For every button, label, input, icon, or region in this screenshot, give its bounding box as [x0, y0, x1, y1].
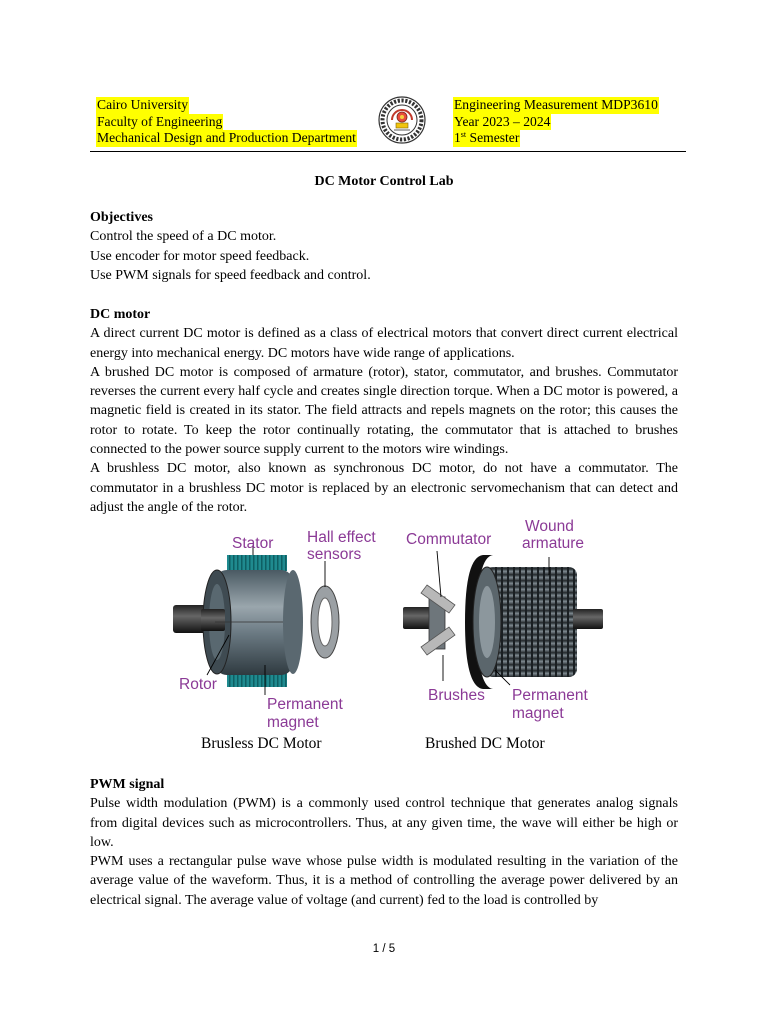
faculty-name: Faculty of Engineering [97, 113, 223, 129]
dc-motor-paragraph: A direct current DC motor is defined as a class of electrical motors that convert direct current electrical energy into mechanical energy. DC motors have wide range of applications. [90, 326, 678, 361]
semester-word: Semester [466, 130, 520, 146]
caption-brushed: Brushed DC Motor [425, 735, 545, 752]
label-magnet-right: magnet [512, 705, 564, 722]
objectives-heading: Objectives [90, 210, 153, 225]
university-seal-icon [378, 95, 426, 145]
label-armature: armature [522, 535, 585, 552]
dc-motor-section [90, 305, 678, 517]
brushless-motor-illustration [173, 545, 339, 695]
semester-suffix: st [460, 130, 467, 140]
semester-number: 1 [454, 130, 461, 146]
label-stator: Stator [232, 535, 274, 552]
dc-motor-paragraph: A brushed DC motor is composed of armature (rotor), stator, commutator, and brushes. Commutator reverses the current every half cycle and creates single direction torque. When a DC motor is powered, a magnetic field is created in its stator. The field attracts and repels magnets on the rotor; this causes the rotor to rotate. To keep the rotor continually rotating, the commutator that is attached to brushes connected to the power source supply current to the motors wire windings. [90, 364, 678, 458]
course-block [453, 97, 659, 147]
objectives-section [90, 208, 678, 285]
label-permanent-right: Permanent [512, 687, 588, 704]
university-name: Cairo University [97, 97, 188, 112]
course-title: Engineering Measurement MDP3610 [454, 97, 658, 112]
dc-motor-paragraph: A brushless DC motor, also known as synchronous DC motor, do not have a commutator. The commutator in a brushless DC motor is replaced by an electronic servomechanism that can detect and adjust the angle of the rotor. [90, 461, 678, 515]
objective-item: Use PWM signals for speed feedback and control. [90, 267, 371, 283]
pwm-section [90, 775, 678, 910]
objective-item: Control the speed of a DC motor. [90, 229, 277, 245]
label-rotor: Rotor [179, 676, 217, 693]
label-brushes: Brushes [428, 687, 485, 704]
pwm-paragraph: Pulse width modulation (PWM) is a commonly used control technique that generates analog signals from digital devices such as microcontrollers. Thus, at any given time, the wave will either be high or low. [90, 796, 678, 850]
dc-motor-heading: DC motor [90, 307, 151, 322]
page-header [90, 97, 686, 152]
pwm-heading: PWM signal [90, 777, 165, 792]
label-commutator: Commutator [406, 531, 492, 548]
label-hall-effect: Hall effect [307, 529, 376, 546]
label-sensors: sensors [307, 546, 362, 563]
page-number: 1 / 5 [372, 943, 396, 955]
department-name: Mechanical Design and Production Department [97, 130, 356, 146]
pwm-paragraph: PWM uses a rectangular pulse wave whose pulse width is modulated resulting in the variation of the average value of the waveform. Thus, it is a method of controlling the average power delivered by an electrical signal. The average value of voltage (and current) fed to the load is controlled by [90, 854, 678, 908]
objective-item: Use encoder for motor speed feedback. [90, 248, 310, 264]
institution-block [96, 97, 357, 147]
label-wound: Wound [525, 518, 574, 535]
caption-brushless: Brusless DC Motor [201, 735, 322, 752]
academic-year: Year 2023 – 2024 [454, 113, 551, 129]
label-permanent-left: Permanent [267, 696, 343, 713]
motor-figure [165, 515, 610, 760]
semester [453, 130, 520, 147]
label-magnet-left: magnet [267, 714, 319, 731]
document-title: DC Motor Control Lab [314, 174, 454, 189]
brushed-motor-illustration [403, 551, 603, 689]
header-divider [90, 151, 686, 152]
